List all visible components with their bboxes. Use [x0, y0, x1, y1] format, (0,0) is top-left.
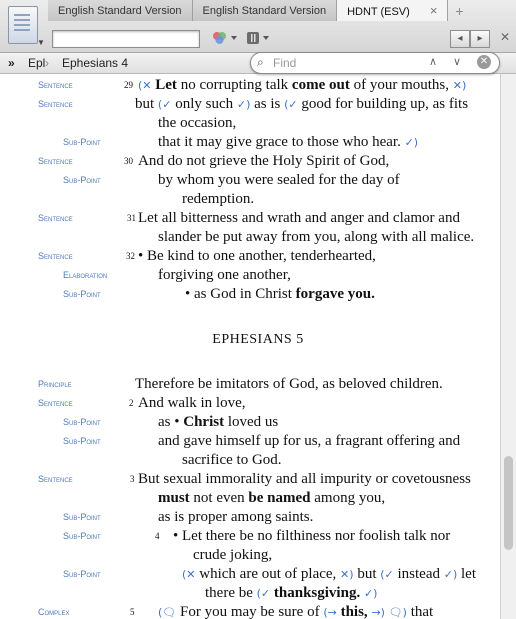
- discourse-marker-icon: (✕: [138, 79, 152, 92]
- verse-text-line: [158, 114, 236, 132]
- verse-text-line: [158, 489, 385, 507]
- text-run: not even: [189, 490, 249, 506]
- panel-layout-svg: [246, 29, 272, 47]
- tab-label: English Standard Version: [202, 5, 327, 17]
- window-toolbar: [0, 0, 516, 53]
- text-run: But sexual immorality and all impurity or covetousness: [138, 471, 471, 487]
- text-run: • Let there be no filthiness nor foolish talk nor: [173, 528, 451, 544]
- discourse-marker-icon: (🗨: [158, 606, 177, 619]
- panel-layout-icon[interactable]: [246, 29, 272, 47]
- outline-label[interactable]: Sentence: [38, 398, 73, 408]
- discourse-marker-icon: (✕: [182, 568, 196, 581]
- close-panel-button[interactable]: ✕: [499, 30, 510, 44]
- text-run: • as God in Christ: [185, 286, 296, 302]
- verse-number: 3: [130, 474, 135, 484]
- verse-number: 31: [127, 213, 136, 223]
- back-button[interactable]: ◂: [450, 30, 470, 48]
- emphasis-text: Christ: [183, 414, 225, 430]
- text-run: there be: [205, 585, 257, 601]
- text-run: the occasion,: [158, 115, 237, 131]
- text-run: crude joking,: [193, 547, 273, 563]
- text-run: Therefore be imitators of God, as beloved children.: [135, 376, 443, 392]
- verse-text-line: [158, 603, 433, 619]
- verse-number: 5: [130, 607, 135, 617]
- verse-number: 32: [126, 251, 135, 261]
- text-run: instead: [393, 566, 444, 582]
- text-run: sacrifice to God.: [182, 452, 282, 468]
- outline-label[interactable]: Sub-Point: [63, 531, 101, 541]
- breadcrumb-chapter[interactable]: Ephesians 4: [62, 56, 129, 70]
- tab-esv-2[interactable]: [193, 0, 338, 21]
- tab-esv-1[interactable]: [48, 0, 193, 21]
- find-field[interactable]: [250, 52, 500, 74]
- verse-text-line: [158, 171, 400, 189]
- document-icon[interactable]: [8, 6, 38, 44]
- verse-text-line: [205, 584, 377, 603]
- outline-label[interactable]: Sentence: [38, 213, 73, 223]
- discourse-marker-icon: ✓): [363, 587, 378, 600]
- verse-text-line: [138, 394, 245, 412]
- discourse-marker-icon: 🗨): [388, 606, 407, 619]
- discourse-marker-icon: ✓): [404, 136, 419, 149]
- verse-text-line: [182, 190, 254, 208]
- discourse-marker-icon: (✓: [157, 98, 172, 111]
- find-previous-button[interactable]: ∧: [429, 56, 438, 68]
- text-run: • Be kind to one another, tenderhearted,: [138, 248, 376, 264]
- text-run: And do not grieve the Holy Spirit of God,: [138, 153, 390, 169]
- verse-text-line: [193, 546, 272, 564]
- chapter-heading: EPHESIANS 5: [212, 332, 304, 347]
- discourse-marker-icon: ✕): [452, 79, 467, 92]
- verse-text-line: [182, 451, 282, 469]
- verse-text-line: [135, 95, 468, 114]
- tab-label: English Standard Version: [58, 5, 182, 17]
- verse-text-line: [173, 527, 450, 545]
- text-run: as is: [250, 96, 285, 112]
- verse-text-line: [158, 266, 291, 284]
- discourse-marker-icon: ✓): [236, 98, 251, 111]
- text-run: which are out of place,: [195, 566, 341, 582]
- emphasis-text: be named: [248, 490, 311, 506]
- search-icon: ⌕: [257, 55, 264, 69]
- verse-text-line: [158, 508, 313, 526]
- emphasis-text: this,: [340, 604, 368, 619]
- text-run: no corrupting talk: [176, 77, 292, 93]
- verse-text-line: [135, 375, 443, 393]
- chevron-down-icon[interactable]: ▼: [37, 38, 45, 47]
- forward-button[interactable]: ▸: [470, 30, 490, 48]
- text-run: only such: [171, 96, 237, 112]
- find-next-button[interactable]: ∨: [453, 56, 462, 68]
- tab-hdnt[interactable]: [337, 0, 448, 21]
- outline-label[interactable]: Sub-Point: [63, 436, 101, 446]
- outline-label[interactable]: Sentence: [38, 251, 73, 261]
- find-clear-button[interactable]: ✕: [477, 55, 491, 69]
- outline-label[interactable]: Sentence: [38, 99, 73, 109]
- verse-text-line: [158, 228, 474, 246]
- emphasis-text: thanksgiving.: [273, 585, 361, 601]
- outline-label[interactable]: Sub-Point: [63, 569, 101, 579]
- outline-label[interactable]: Sub-Point: [63, 512, 101, 522]
- outline-label[interactable]: Complex: [38, 607, 70, 617]
- outline-label[interactable]: Principle: [38, 379, 72, 389]
- verse-text-line: [138, 209, 460, 227]
- discourse-marker-icon: (✓: [380, 568, 394, 581]
- verse-text-line: [138, 152, 389, 170]
- discourse-marker-icon: (✓: [284, 98, 298, 111]
- bible-text-content[interactable]: [0, 74, 500, 619]
- reference-input[interactable]: [52, 30, 200, 48]
- emphasis-text: must: [158, 490, 190, 506]
- text-run: loved us: [224, 414, 279, 430]
- scrollbar-thumb[interactable]: [504, 456, 513, 550]
- outline-label[interactable]: Sentence: [38, 474, 73, 484]
- text-run: that: [406, 604, 434, 619]
- text-run: let: [457, 566, 477, 582]
- discourse-marker-icon: (✓: [256, 587, 271, 600]
- text-run: For you may be sure of: [176, 604, 324, 619]
- verse-text-line: [138, 76, 466, 95]
- tab-label: HDNT (ESV): [347, 6, 410, 18]
- text-run: of your mouths,: [349, 77, 453, 93]
- color-circles-icon[interactable]: [210, 29, 240, 47]
- breadcrumb-separator-icon: ›: [45, 56, 49, 70]
- outline-label[interactable]: Sub-Point: [63, 137, 101, 147]
- outline-label[interactable]: Sub-Point: [63, 417, 101, 427]
- verse-text-line: [138, 470, 471, 488]
- text-run: good for building up, as fits: [297, 96, 469, 112]
- verse-text-line: [158, 133, 418, 152]
- discourse-marker-icon: ✕): [340, 568, 354, 581]
- outline-label[interactable]: Sentence: [38, 80, 73, 90]
- text-run: by whom you were sealed for the day of: [158, 172, 400, 188]
- verse-number: 4: [155, 531, 160, 541]
- tab-bar: [48, 0, 470, 22]
- verse-number: 29: [124, 80, 133, 90]
- outline-label[interactable]: Sub-Point: [63, 289, 101, 299]
- breadcrumb-chevron-icon[interactable]: »: [8, 56, 15, 70]
- discourse-marker-icon: ✓): [443, 568, 458, 581]
- verse-text-line: [182, 565, 476, 584]
- discourse-marker-icon: (→: [323, 606, 337, 619]
- outline-label[interactable]: Elaboration: [63, 270, 108, 280]
- emphasis-text: forgave you.: [295, 286, 375, 302]
- text-run: among you,: [310, 490, 386, 506]
- emphasis-text: come out: [291, 77, 350, 93]
- outline-label[interactable]: Sentence: [38, 156, 73, 166]
- outline-label[interactable]: Sub-Point: [63, 175, 101, 185]
- text-run: forgiving one another,: [158, 267, 291, 283]
- text-run: redemption.: [182, 191, 255, 207]
- text-run: and gave himself up for us, a fragrant offering and: [158, 433, 461, 449]
- text-run: as is proper among saints.: [158, 509, 314, 525]
- find-placeholder: Find: [273, 56, 297, 70]
- color-circles-svg: [210, 29, 240, 47]
- verse-number: 30: [124, 156, 133, 166]
- text-run: but: [135, 96, 158, 112]
- text-run: as •: [158, 414, 184, 430]
- text-run: And walk in love,: [138, 395, 246, 411]
- discourse-marker-icon: →): [371, 606, 385, 619]
- emphasis-text: Let: [155, 77, 177, 93]
- text-run: slander be put away from you, along with all malice.: [158, 229, 475, 245]
- verse-text-line: [158, 432, 460, 450]
- vertical-scrollbar[interactable]: [500, 74, 516, 619]
- add-tab-button[interactable]: +: [455, 3, 464, 19]
- close-icon[interactable]: ×: [429, 3, 438, 18]
- breadcrumb-book[interactable]: Epl: [28, 56, 46, 70]
- navigation-buttons: [450, 30, 490, 48]
- text-run: that it may give grace to those who hear.: [158, 134, 405, 150]
- text-run: but: [353, 566, 381, 582]
- verse-number: 2: [129, 398, 134, 408]
- verse-text-line: [158, 413, 278, 431]
- text-run: Let all bitterness and wrath and anger and clamor and: [138, 210, 460, 226]
- verse-text-line: [185, 285, 375, 303]
- verse-text-line: [138, 247, 376, 265]
